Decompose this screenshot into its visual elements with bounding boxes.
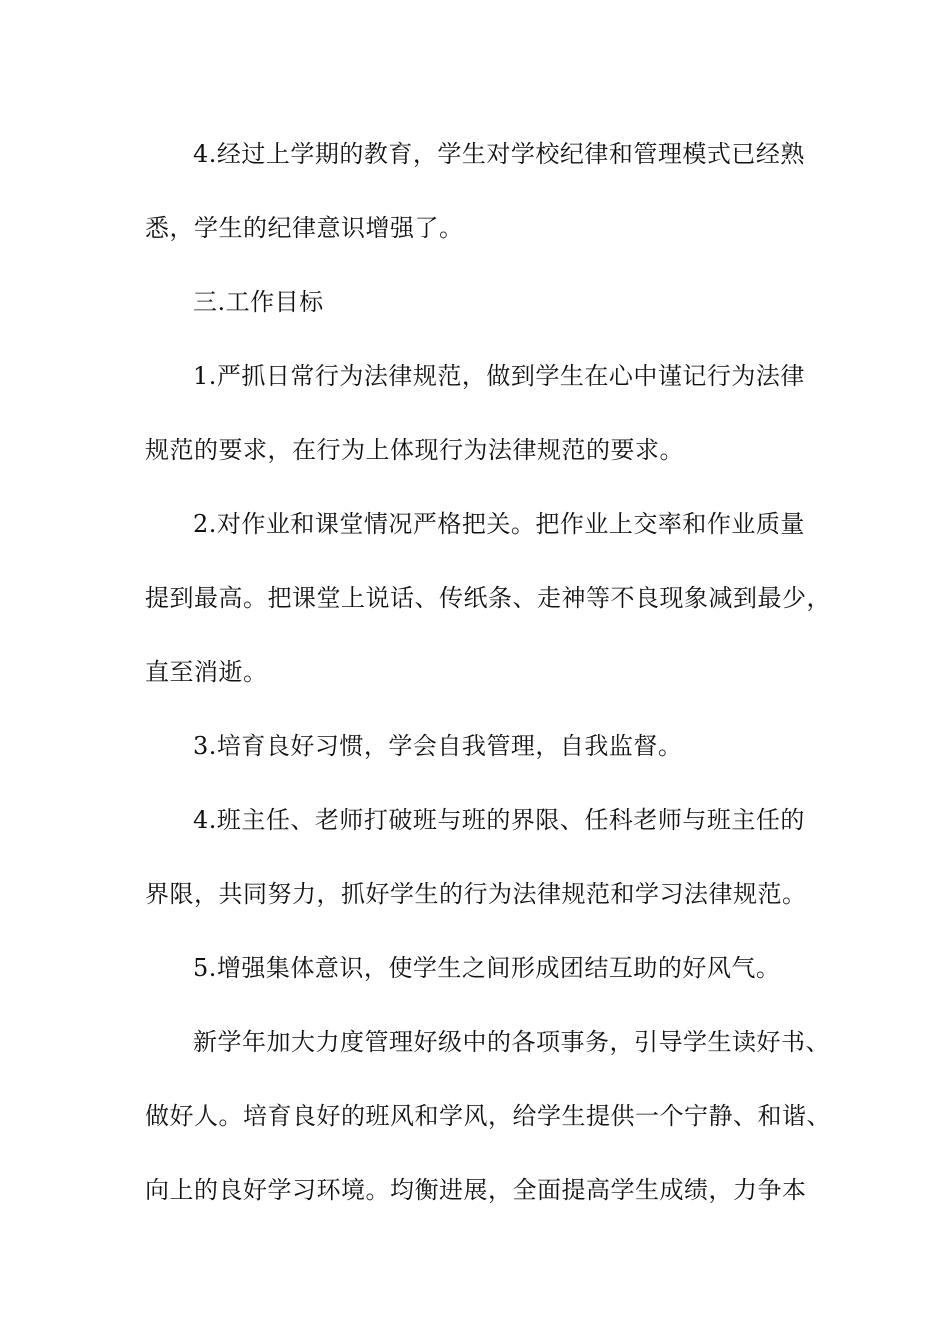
paragraph-line: 界限，共同努力，抓好学生的行为法律规范和学习法律规范。 <box>145 880 807 908</box>
paragraph-line: 向上的良好学习环境。均衡进展，全面提高学生成绩，力争本 <box>145 1176 807 1204</box>
paragraph-line: 2.对作业和课堂情况严格把关。把作业上交率和作业质量 <box>193 510 805 538</box>
paragraph-line: 5.增强集体意识，使学生之间形成团结互助的好风气。 <box>193 954 781 982</box>
paragraph-line: 新学年加大力度管理好级中的各项事务，引导学生读好书、 <box>193 1028 830 1056</box>
paragraph-line: 提到最高。把课堂上说话、传纸条、走神等不良现象减到最少， <box>145 584 831 612</box>
paragraph-line: 悉，学生的纪律意识增强了。 <box>145 214 464 242</box>
paragraph-line: 1.严抓日常行为法律规范，做到学生在心中谨记行为法律 <box>193 362 805 390</box>
paragraph-line: 4.班主任、老师打破班与班的界限、任科老师与班主任的 <box>193 806 805 834</box>
paragraph-line: 3.培育良好习惯，学会自我管理，自我监督。 <box>193 732 683 760</box>
paragraph-line: 直至消逝。 <box>145 658 268 686</box>
paragraph-line: 规范的要求，在行为上体现行为法律规范的要求。 <box>145 436 684 464</box>
section-heading: 三.工作目标 <box>193 288 324 316</box>
paragraph-line: 4.经过上学期的教育，学生对学校纪律和管理模式已经熟 <box>193 140 805 168</box>
paragraph-line: 做好人。培育良好的班风和学风，给学生提供一个宁静、和谐、 <box>145 1102 831 1130</box>
